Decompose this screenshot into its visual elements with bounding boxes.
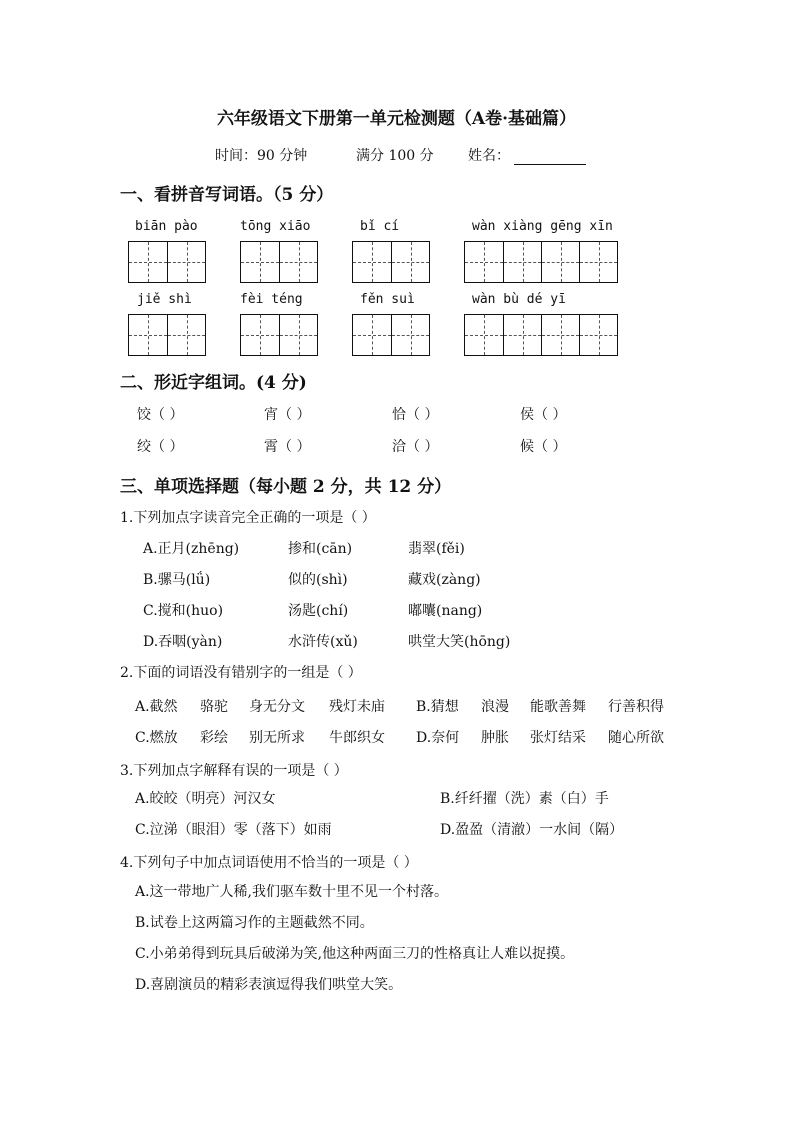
writing-grid-4[interactable] [464, 314, 618, 356]
q1-option[interactable]: B.骡马(lǘ) [143, 572, 211, 588]
writing-grid-2[interactable] [240, 314, 318, 356]
name-label: 姓名： [468, 148, 510, 164]
name-field[interactable] [468, 145, 586, 165]
time-label: 时间：90 分钟 [215, 148, 308, 164]
q2-word: 能歌善舞 [530, 699, 586, 715]
q1-option-word: 水浒传(xǔ) [288, 634, 358, 650]
section2-heading: 二、形近字组词。(4 分) [120, 373, 307, 393]
question-1-stem: 1.下列加点字读音完全正确的一项是（ ） [120, 510, 376, 526]
writing-grid-2[interactable] [128, 241, 206, 283]
writing-grid-2[interactable] [128, 314, 206, 356]
q4-option[interactable]: D.喜剧演员的精彩表演逗得我们哄堂大笑。 [135, 977, 403, 993]
word-blank[interactable]: 饺（ ） [137, 407, 184, 423]
q1-option[interactable]: A.正月(zhēng) [143, 541, 240, 557]
pinyin: bǐ cí [360, 219, 400, 234]
q1-option[interactable]: C.搅和(huo) [143, 603, 224, 619]
q1-option-word: 藏戏(zàng) [408, 572, 481, 588]
q2-word: 骆驼 [200, 699, 228, 715]
q2-option[interactable]: A.截然 [135, 699, 178, 715]
q1-option[interactable]: D.吞咽(yàn) [143, 634, 223, 650]
q1-option-word: 翡翠(fěi) [408, 541, 465, 557]
writing-grid-2[interactable] [352, 314, 430, 356]
word-blank[interactable]: 绞（ ） [137, 439, 184, 455]
q3-option[interactable]: D.盈盈（清澈）一水间（隔） [440, 822, 624, 838]
q2-word: 别无所求 [249, 730, 305, 746]
writing-grid-2[interactable] [240, 241, 318, 283]
q2-word: 肿胀 [481, 730, 509, 746]
score-label: 满分 100 分 [356, 148, 434, 164]
pinyin: wàn xiàng gēng xīn [472, 219, 613, 234]
pinyin: tōng xiāo [240, 219, 311, 234]
word-blank[interactable]: 恰（ ） [392, 407, 439, 423]
q3-option[interactable]: C.泣涕（眼泪）零（落下）如雨 [135, 822, 332, 838]
q1-option-word: 嘟囔(nang) [408, 603, 483, 619]
writing-grid-4[interactable] [464, 241, 618, 283]
word-blank[interactable]: 宵（ ） [264, 407, 311, 423]
q4-option[interactable]: A.这一带地广人稀,我们驱车数十里不见一个村落。 [135, 884, 449, 900]
word-blank[interactable]: 霄（ ） [264, 439, 311, 455]
question-2-stem: 2.下面的词语没有错别字的一组是（ ） [120, 665, 362, 681]
q2-option[interactable]: C.燃放 [135, 730, 178, 746]
q3-option[interactable]: A.皎皎（明亮）河汉女 [135, 791, 276, 807]
name-blank-line[interactable] [514, 150, 586, 165]
q1-option-word: 汤匙(chí) [288, 603, 349, 619]
section3-heading: 三、单项选择题（每小题 2 分，共 12 分） [120, 477, 452, 497]
word-blank[interactable]: 侯（ ） [520, 407, 567, 423]
q2-word: 牛郎织女 [329, 730, 385, 746]
q4-option[interactable]: C.小弟弟得到玩具后破涕为笑,他这种两面三刀的性格真让人难以捉摸。 [135, 946, 575, 962]
pinyin: biān pào [135, 219, 198, 234]
q2-word: 随心所欲 [608, 730, 664, 746]
q1-option-word: 哄堂大笑(hōng) [408, 634, 511, 650]
pinyin: jiě shì [137, 292, 192, 307]
section1-heading: 一、看拼音写词语。（5 分） [120, 185, 334, 205]
word-blank[interactable]: 候（ ） [520, 439, 567, 455]
question-3-stem: 3.下列加点字解释有误的一项是（ ） [120, 763, 348, 779]
q4-option[interactable]: B.试卷上这两篇习作的主题截然不同。 [135, 915, 374, 931]
word-blank[interactable]: 洽（ ） [392, 439, 439, 455]
q2-word: 彩绘 [200, 730, 228, 746]
q3-option[interactable]: B.纤纤擢（洗）素（白）手 [440, 791, 609, 807]
q2-word: 行善积得 [608, 699, 664, 715]
page-title: 六年级语文下册第一单元检测题（A卷·基础篇） [216, 109, 577, 129]
q1-option-word: 似的(shì) [288, 572, 348, 588]
q2-option[interactable]: B.猜想 [416, 699, 459, 715]
writing-grid-2[interactable] [352, 241, 430, 283]
pinyin: wàn bù dé yī [472, 292, 566, 307]
q2-word: 张灯结采 [530, 730, 586, 746]
pinyin: fèi téng [240, 292, 303, 307]
q2-word: 残灯未庙 [329, 699, 385, 715]
q1-option-word: 掺和(cān) [288, 541, 353, 557]
q2-option[interactable]: D.奈何 [416, 730, 460, 746]
q2-word: 身无分文 [249, 699, 305, 715]
q2-word: 浪漫 [481, 699, 509, 715]
pinyin: fěn suì [360, 292, 415, 307]
question-4-stem: 4.下列句子中加点词语使用不恰当的一项是（ ） [120, 855, 418, 871]
